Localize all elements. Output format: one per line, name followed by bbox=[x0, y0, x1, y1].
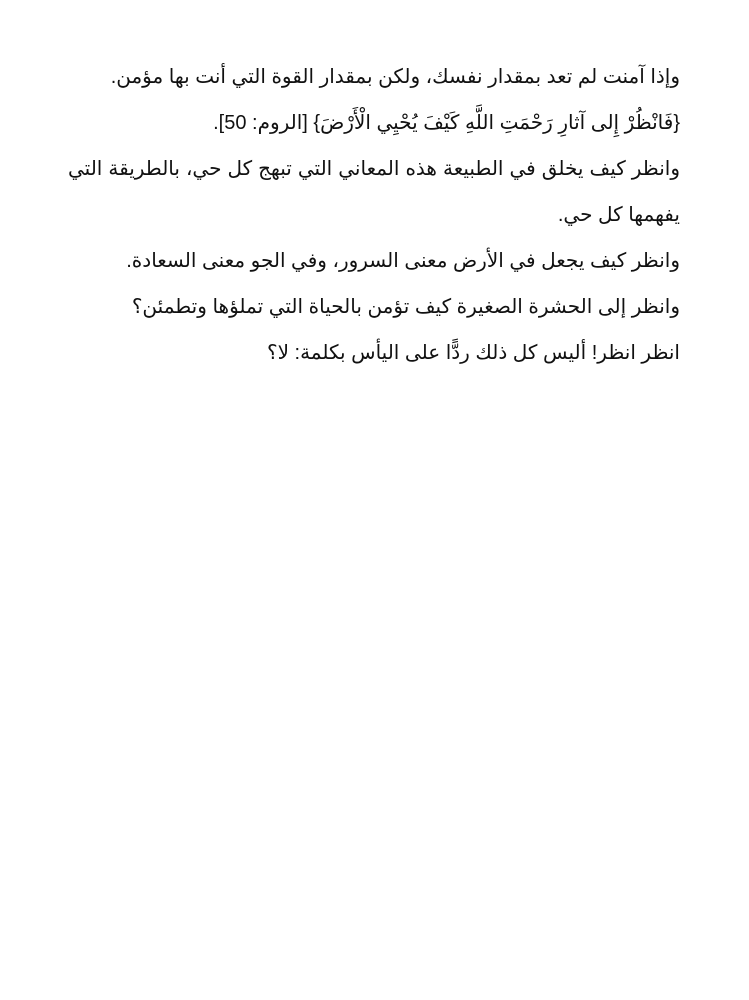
paragraph-nature: وانظر كيف يخلق في الطبيعة هذه المعاني التي تبهج كل حي، بالطريقة التي يفهمها كل حي. bbox=[68, 158, 680, 226]
document-page bbox=[68, 54, 680, 376]
paragraph-conclusion: انظر انظر! أليس كل ذلك ردًّا على اليأس بكلمة: لا؟ bbox=[266, 342, 680, 364]
paragraph-earth-joy: وانظر كيف يجعل في الأرض معنى السرور، وفي الجو معنى السعادة. bbox=[126, 250, 680, 272]
paragraph-quran-verse: {فَانْظُرْ إِلى آثارِ رَحْمَتِ اللَّهِ كَيْفَ يُحْيِي الْأَرْضَ} [الروم: 50]. bbox=[213, 112, 680, 134]
paragraph-belief: وإذا آمنت لم تعد بمقدار نفسك، ولكن بمقدار القوة التي أنت بها مؤمن. bbox=[110, 66, 680, 88]
paragraph-insect: وانظر إلى الحشرة الصغيرة كيف تؤمن بالحياة التي تملؤها وتطمئن؟ bbox=[131, 296, 680, 318]
